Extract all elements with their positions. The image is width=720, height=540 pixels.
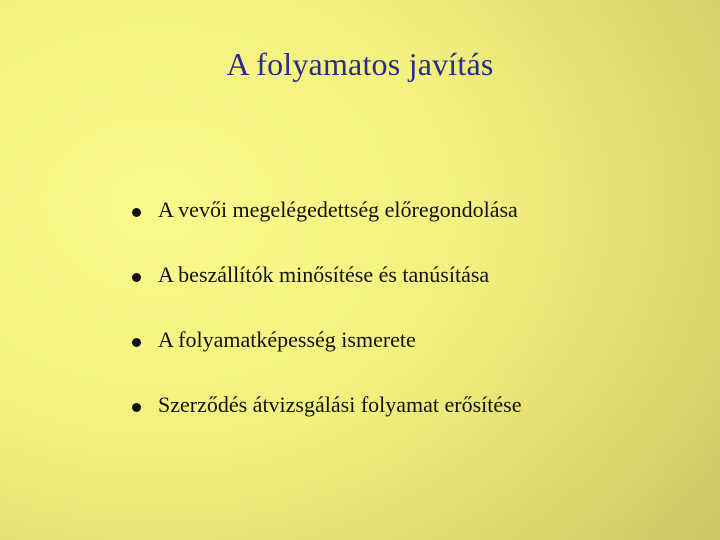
list-item <box>132 259 521 291</box>
bullet-dot-icon <box>132 338 141 347</box>
list-item <box>132 324 521 356</box>
list-item <box>132 389 521 421</box>
bullet-dot-icon <box>132 403 141 412</box>
bullet-text: A folyamatképesség ismerete <box>158 327 416 352</box>
list-item <box>132 194 521 226</box>
bullet-dot-icon <box>132 273 141 282</box>
bullet-text: A beszállítók minősítése és tanúsítása <box>158 262 490 287</box>
bullet-text: A vevői megelégedettség előregondolása <box>158 197 518 222</box>
bullet-dot-icon <box>132 208 141 217</box>
bullet-list <box>132 194 521 454</box>
slide-title: A folyamatos javítás <box>226 46 494 82</box>
bullet-text: Szerződés átvizsgálási folyamat erősítése <box>158 392 522 417</box>
